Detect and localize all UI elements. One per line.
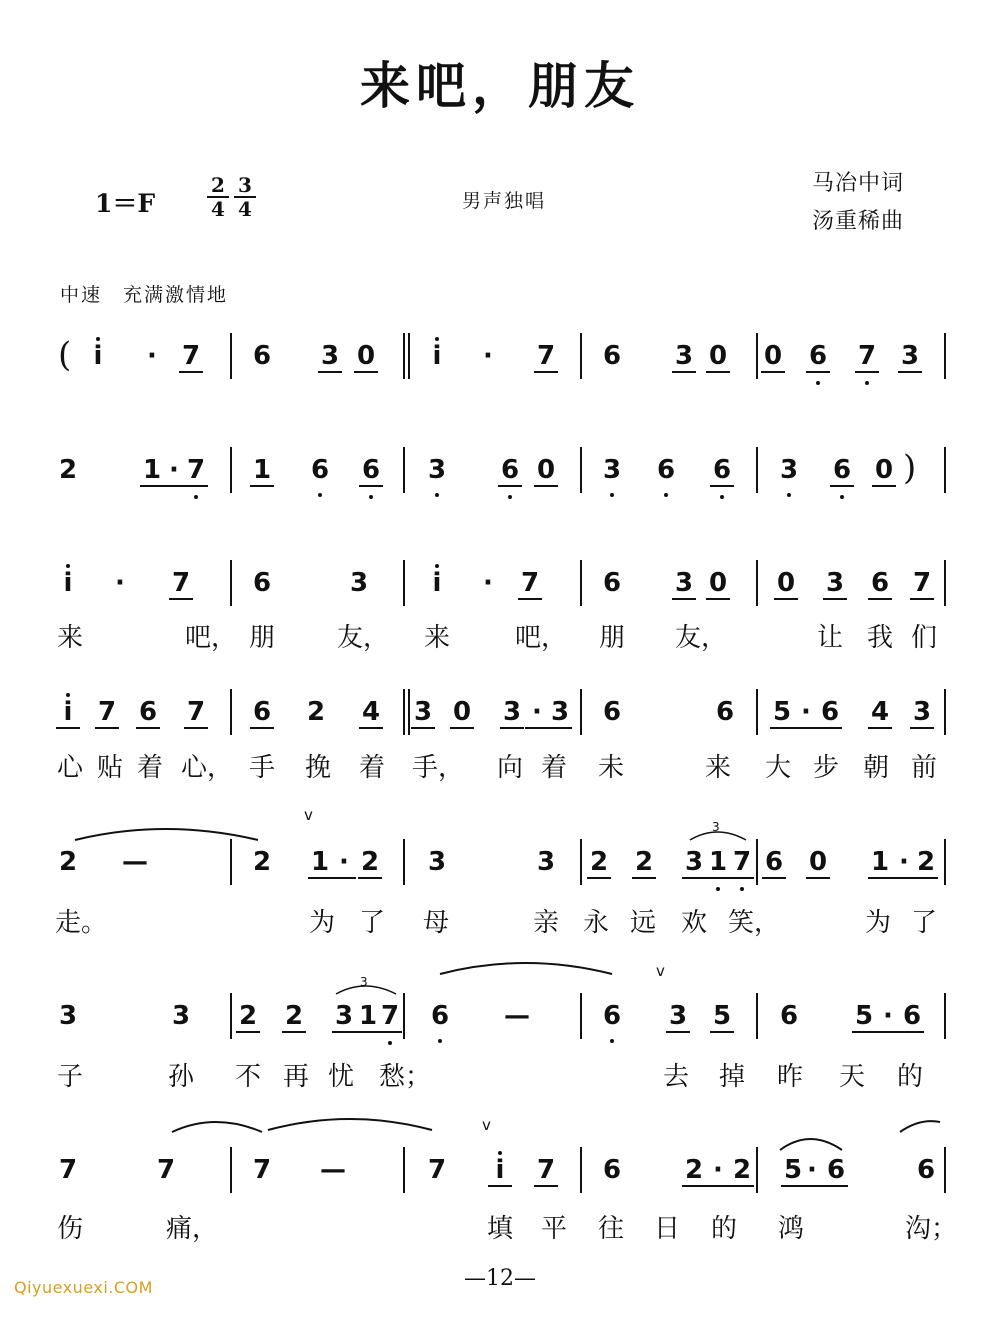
jianpu-note: i [86, 341, 110, 371]
jianpu-note: 2 [730, 1155, 754, 1185]
jianpu-note: 7 [156, 1155, 176, 1185]
lyric-syllable: 未 [597, 753, 624, 783]
jianpu-note: 7 [427, 1155, 447, 1185]
barline [756, 333, 758, 379]
jianpu-note: 6 [498, 455, 522, 485]
jianpu-note: 3 [58, 1001, 78, 1031]
jianpu-note: 7 [252, 1155, 272, 1185]
lyric-syllable: 挽 [304, 753, 331, 783]
barline [756, 839, 758, 885]
jianpu-note: 0 [806, 847, 830, 877]
jianpu-note: 2 [252, 847, 272, 877]
jianpu-note: 2 [587, 847, 611, 877]
jianpu-note: 6 [654, 455, 678, 485]
triplet-number: 3 [712, 820, 720, 834]
lyric-syllable: 吧， [515, 623, 568, 653]
jianpu-note: 6 [830, 455, 854, 485]
composer-credit: 汤重稀曲 [812, 209, 905, 234]
jianpu-note: 3 [898, 341, 922, 371]
slur [900, 1121, 940, 1132]
jianpu-note: 6 [779, 1001, 799, 1031]
barline [230, 993, 232, 1039]
jianpu-note: · [706, 1155, 730, 1185]
lyric-syllable: 着 [540, 753, 567, 783]
lyric-syllable: 大 [764, 753, 791, 783]
jianpu-note: 6 [715, 697, 735, 727]
jianpu-note: 3 [332, 1001, 356, 1031]
lyric-syllable: 的 [710, 1214, 737, 1244]
jianpu-note: 2 [306, 697, 326, 727]
jianpu-note: 3 [823, 568, 847, 598]
barline [756, 1147, 758, 1193]
page-number: —12— [464, 1266, 536, 1291]
jianpu-note: 7 [855, 341, 879, 371]
jianpu-note: 6 [252, 568, 272, 598]
jianpu-note: 4 [868, 697, 892, 727]
barline [403, 689, 405, 735]
barline [408, 333, 410, 379]
jianpu-note: 7 [179, 341, 203, 371]
song-title: 来吧，朋友 [360, 56, 640, 115]
jianpu-note: 0 [450, 697, 474, 727]
barline [944, 839, 946, 885]
lyric-syllable: 掉 [718, 1062, 745, 1092]
jianpu-note: 7 [910, 568, 934, 598]
lyric-syllable: 来 [423, 623, 450, 653]
barline [944, 560, 946, 606]
barline [403, 333, 405, 379]
lyric-syllable: 走。 [55, 908, 108, 938]
lyric-syllable: 吧， [185, 623, 238, 653]
jianpu-note: 7 [730, 847, 754, 877]
jianpu-note: 3 [600, 455, 624, 485]
lyric-syllable: 我 [866, 623, 893, 653]
jianpu-note: 7 [58, 1155, 78, 1185]
barline [230, 689, 232, 735]
jianpu-note: 3 [672, 341, 696, 371]
lyric-syllable: 步 [812, 753, 839, 783]
jianpu-note: — [320, 1155, 346, 1185]
lyric-syllable: 手 [248, 753, 275, 783]
jianpu-note: — [504, 1001, 530, 1031]
jianpu-note: i [488, 1155, 512, 1185]
lyric-syllable: 前 [910, 753, 937, 783]
lyric-syllable: 友， [337, 623, 390, 653]
watermark: Qiyuexuexi.COM [14, 1278, 153, 1297]
jianpu-note: 0 [706, 568, 730, 598]
jianpu-note: · [483, 341, 493, 371]
lyric-syllable: 平 [540, 1214, 567, 1244]
jianpu-note: · [483, 568, 493, 598]
time-signature-1-numerator: 2 [211, 173, 225, 197]
breath-mark: v [482, 1116, 491, 1134]
jianpu-note: 3 [349, 568, 369, 598]
jianpu-note: 6 [359, 455, 383, 485]
jianpu-note: 1 [356, 1001, 380, 1031]
lyric-syllable: 友， [675, 623, 728, 653]
jianpu-note: 2 [282, 1001, 306, 1031]
jianpu-note: 6 [136, 697, 160, 727]
barline [580, 1147, 582, 1193]
lyric-syllable: 子 [56, 1062, 83, 1092]
jianpu-note: 0 [761, 341, 785, 371]
jianpu-note: 2 [914, 847, 938, 877]
jianpu-note: 6 [250, 697, 274, 727]
jianpu-note: 5 [770, 697, 794, 727]
jianpu-note: 6 [916, 1155, 936, 1185]
lyric-syllable: 了 [910, 908, 937, 938]
barline [756, 447, 758, 493]
lyric-syllable: 笑， [728, 908, 781, 938]
jianpu-note: 3 [427, 847, 447, 877]
lyric-syllable: 心， [181, 753, 234, 783]
jianpu-note: 1 [140, 455, 164, 485]
lyric-syllable: 的 [896, 1062, 923, 1092]
jianpu-note: 1 [250, 455, 274, 485]
jianpu-note: 0 [774, 568, 798, 598]
jianpu-note: 0 [354, 341, 378, 371]
jianpu-note: 3 [425, 455, 449, 485]
lyric-syllable: 孙 [167, 1062, 194, 1092]
jianpu-note: 7 [534, 1155, 558, 1185]
lyric-syllable: 日 [653, 1214, 680, 1244]
barline [230, 447, 232, 493]
jianpu-note: i [425, 341, 449, 371]
lyric-syllable: 向 [496, 753, 523, 783]
jianpu-note: · [800, 1155, 824, 1185]
lyric-syllable: 填 [486, 1214, 513, 1244]
jianpu-note: 6 [824, 1155, 848, 1185]
jianpu-note: · [794, 697, 818, 727]
jianpu-note: 6 [900, 1001, 924, 1031]
jianpu-note: — [122, 847, 148, 877]
tie [440, 963, 612, 974]
lyric-syllable: 朋 [598, 623, 625, 653]
jianpu-note: 1 [868, 847, 892, 877]
lyric-syllable: 为 [308, 908, 335, 938]
barline [403, 560, 405, 606]
barline [580, 689, 582, 735]
jianpu-note: 3 [536, 847, 556, 877]
jianpu-note: 7 [518, 568, 542, 598]
barline [756, 689, 758, 735]
lyric-syllable: 手， [412, 753, 465, 783]
jianpu-note: 7 [378, 1001, 402, 1031]
lyricist-credit: 马冶中词 [812, 171, 905, 196]
barline [944, 1147, 946, 1193]
lyric-syllable: 鸿 [777, 1214, 804, 1244]
jianpu-note: 6 [602, 1155, 622, 1185]
jianpu-note: 3 [548, 697, 572, 727]
jianpu-note: 0 [706, 341, 730, 371]
jianpu-note: 6 [806, 341, 830, 371]
jianpu-note: 3 [171, 1001, 191, 1031]
key-signature: 1＝F [95, 189, 156, 218]
jianpu-note: 6 [710, 455, 734, 485]
jianpu-note: 5 [781, 1155, 805, 1185]
lyric-syllable: 为 [864, 908, 891, 938]
jianpu-note: 0 [534, 455, 558, 485]
jianpu-note: i [425, 568, 449, 598]
barline [230, 333, 232, 379]
barline [944, 993, 946, 1039]
lyric-syllable: 不 [234, 1062, 261, 1092]
lyric-syllable: 欢 [680, 908, 707, 938]
slur [172, 1122, 262, 1132]
lyric-syllable: 伤 [56, 1214, 83, 1244]
jianpu-note: · [332, 847, 356, 877]
jianpu-note: 6 [868, 568, 892, 598]
time-signature-2-numerator: 3 [238, 173, 252, 197]
jianpu-note: · [892, 847, 916, 877]
lyric-syllable: 着 [358, 753, 385, 783]
jianpu-note: · [525, 697, 549, 727]
barline [403, 447, 405, 493]
slur [780, 1139, 842, 1150]
jianpu-note: 6 [252, 341, 272, 371]
jianpu-note: 3 [910, 697, 934, 727]
barline [580, 447, 582, 493]
lyric-syllable: 往 [597, 1214, 624, 1244]
jianpu-note: 3 [666, 1001, 690, 1031]
breath-mark: v [656, 962, 665, 980]
barline [580, 333, 582, 379]
jianpu-note: 6 [602, 341, 622, 371]
jianpu-note: 2 [358, 847, 382, 877]
jianpu-note: 3 [411, 697, 435, 727]
lyric-syllable: 来 [704, 753, 731, 783]
lyric-syllable: 让 [816, 623, 843, 653]
jianpu-note: 2 [682, 1155, 706, 1185]
jianpu-note: 1 [308, 847, 332, 877]
jianpu-note: 7 [534, 341, 558, 371]
jianpu-note: 2 [236, 1001, 260, 1031]
lyric-syllable: 亲 [532, 908, 559, 938]
open-parenthesis: ( [58, 335, 72, 375]
jianpu-note: · [876, 1001, 900, 1031]
jianpu-note: 7 [184, 697, 208, 727]
lyric-syllable: 母 [422, 908, 449, 938]
jianpu-note: 7 [169, 568, 193, 598]
barline [756, 993, 758, 1039]
lyric-syllable: 沟； [905, 1214, 958, 1244]
barline [580, 993, 582, 1039]
jianpu-note: 3 [777, 455, 801, 485]
barline [230, 1147, 232, 1193]
barline [403, 839, 405, 885]
lyric-syllable: 着 [136, 753, 163, 783]
lyric-syllable: 昨 [776, 1062, 803, 1092]
lyric-syllable: 朋 [248, 623, 275, 653]
lyric-syllable: 天 [838, 1062, 865, 1092]
lyric-syllable: 永 [582, 908, 609, 938]
jianpu-note: 7 [95, 697, 119, 727]
jianpu-note: 6 [762, 847, 786, 877]
jianpu-note: 0 [872, 455, 896, 485]
jianpu-note: 2 [58, 455, 78, 485]
lyric-syllable: 远 [629, 908, 656, 938]
lyric-syllable: 去 [662, 1062, 689, 1092]
barline [408, 689, 410, 735]
jianpu-note: i [56, 697, 80, 727]
jianpu-note: · [147, 341, 157, 371]
barline [580, 560, 582, 606]
jianpu-note: 3 [500, 697, 524, 727]
jianpu-note: 6 [428, 1001, 452, 1031]
jianpu-note: 6 [602, 568, 622, 598]
jianpu-note: 3 [682, 847, 706, 877]
jianpu-note: i [56, 568, 80, 598]
slur [268, 1119, 432, 1130]
time-signature-2-denominator: 4 [238, 197, 252, 221]
lyric-syllable: 来 [56, 623, 83, 653]
lyric-syllable: 贴 [96, 753, 123, 783]
lyric-syllable: 愁； [379, 1062, 432, 1092]
jianpu-note: · [162, 455, 186, 485]
barline [230, 839, 232, 885]
lyric-syllable: 心 [56, 753, 83, 783]
lyric-syllable: 们 [910, 623, 937, 653]
jianpu-note: 5 [852, 1001, 876, 1031]
jianpu-note: 3 [318, 341, 342, 371]
lyric-syllable: 痛， [166, 1214, 219, 1244]
jianpu-note: 3 [672, 568, 696, 598]
barline [403, 1147, 405, 1193]
jianpu-note: 7 [184, 455, 208, 485]
jianpu-note: · [115, 568, 125, 598]
jianpu-note: 6 [308, 455, 332, 485]
jianpu-note: 6 [602, 697, 622, 727]
lyric-syllable: 朝 [862, 753, 889, 783]
jianpu-note: 6 [600, 1001, 624, 1031]
jianpu-note: 6 [818, 697, 842, 727]
breath-mark: v [304, 806, 313, 824]
barline [756, 560, 758, 606]
jianpu-note: 2 [58, 847, 78, 877]
tempo-marking: 中速 充满激情地 [60, 284, 229, 306]
triplet-number: 3 [360, 975, 368, 989]
lyric-syllable: 了 [358, 908, 385, 938]
barline [944, 333, 946, 379]
close-parenthesis: ) [903, 448, 917, 488]
time-signature-1-denominator: 4 [211, 197, 225, 221]
jianpu-note: 5 [710, 1001, 734, 1031]
barline [403, 993, 405, 1039]
lyric-syllable: 忧 [327, 1062, 354, 1092]
lyric-syllable: 再 [282, 1062, 309, 1092]
jianpu-note: 4 [359, 697, 383, 727]
performance-type: 男声独唱 [462, 190, 547, 212]
barline [944, 689, 946, 735]
jianpu-note: 2 [632, 847, 656, 877]
barline [230, 560, 232, 606]
jianpu-note: 1 [706, 847, 730, 877]
barline [944, 447, 946, 493]
barline [580, 839, 582, 885]
